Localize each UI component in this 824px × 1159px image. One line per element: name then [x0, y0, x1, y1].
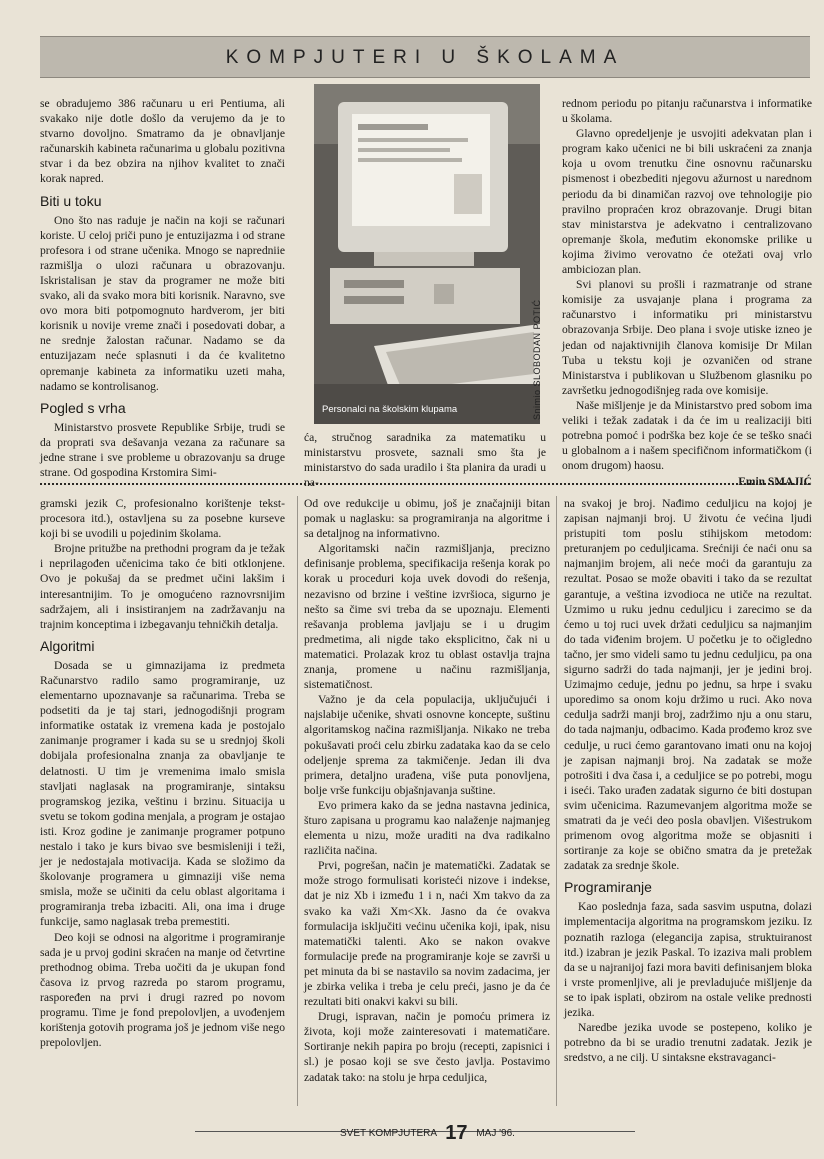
computer-illustration: [314, 84, 540, 424]
paragraph: ća, stručnog saradnika za matematiku u ministarstvu prosvete, saznali smo šta je ministarstvo do sada uradilo i šta planira da uradi u na-: [304, 431, 546, 490]
bottom-left-column: [40, 496, 285, 1050]
paragraph: Kao poslednja faza, sada sasvim usputna, dolazi implementacija algoritma na programskom jeziku. Iz poznatih razloga (elegancija zapisa, struktuiranost itd.) izabran je jezik Paskal. To izaziva mali problem da se u najranijoj fazi mora baviti definisanjem bloka i vrste promenljive, ali je prevladujuće mišljenje da se to ipak isplati, obzirom na ostale velike prednosti jezika.: [564, 900, 812, 1019]
section-header: [40, 36, 810, 78]
bottom-right-column: [564, 496, 812, 1065]
paragraph: Važno je da cela populacija, uključujući i najslabije učenike, shvati osnovne koncepte, suštinu algoritamskog načina razmišljanja. Nikako ne treba pokušavati proći celu zbirku zadataka kao da se celo odeljenje sprema za takmičenje. Jedan ili dva primera, detaljno urađena, više puta ponovljena, bolje vrše funkciju objašnjavanja suštine.: [304, 693, 550, 797]
section-title: KOMPJUTERI U ŠKOLAMA: [225, 47, 625, 68]
author-signature: Emin SMAJIĆ: [738, 476, 812, 489]
paragraph: Drugi, ispravan, način je pomoću primera iz života, koji može zainteresovati i matematičare. Sortiranje nekih papira po broju (recepti, zapisnici i sl.) je posao koji se sve često javlja. Postavimo zadatak tako: na stolu je hrpa cedulјica,: [304, 1010, 550, 1084]
subheading-pogled-s-vrha: Pogled s vrha: [40, 399, 126, 416]
page-number: 17: [445, 1122, 468, 1144]
issue-date: MAJ '96.: [476, 1128, 515, 1139]
paragraph: Algoritamski način razmišljanja, precizno definisanje problema, specifikacija rešenja korak po korak u proceduri koja uvek dovodi do rešenja, nezavisno od brzine i veštine izvršioca, sigurno je nešto sa čime svi treba da se upoznaju. Elementi rešavanja problema javljaju se i u drugim predmetima, ali nigde tako eksplicitno, čak ni u matematici. Prolazak kroz tu oblast ostavlja trajna znanja, promene u načinu razmišljanja, sistematičnost.: [304, 542, 550, 692]
top-left-column: [40, 96, 285, 480]
top-right-column: [562, 96, 812, 490]
paragraph: Ministarstvo prosvete Republike Srbije, trudi se da proprati sva dešavanja vezana za računare sa jedne strane i sve probleme u obrazovanju sa druge strane. Od gospodina Krstomira Simi-: [40, 420, 285, 479]
column-rule: [297, 496, 298, 1106]
bottom-middle-column: [304, 496, 550, 1085]
photo-caption: Personalci na školskim klupama: [322, 404, 458, 415]
paragraph: Prvi, pogrešan, način je matematički. Zadatak se može strogo formulisati koristeći nizove i indekse, dat je niz Xb i između 1 i n, naći Xm takvo da za svako ka važi Xm<Xk. Jasno da će ovakva formulacija isključiti većinu učenika koji, ipak, nisu matematički talenti. Ako se nakon ovakve formulacije pređe na programiranje koje se završi u pet minuta da bi se nastavilo sa novim zadacima, jer je zbirka velika i treba je celu preći, jasno je da će rezultati biti onakvi kakvi su bili.: [304, 859, 550, 1009]
paragraph: Naše mišljenje je da Ministarstvo pred sobom ima veliki i težak zadatak i da će im u realizaciji biti potrebna pomoć i podrška bez koje će se teško snaći u globalnom a i našem specifičnom informatičkom (i onom drugom) haosu.: [562, 398, 812, 473]
paragraph: Glavno opredeljenje je usvojiti adekvatan plan i program kako učenici ne bi bili uskraćeni za znanja koja u ovom trenutku čine osnovnu računarsku pismenost i obezbediti njegovu ažurnost u narednom periodu da bi dinamičan razvoj ove tehnologije pio pravilno propraćen kroz obrazovanje. Drugi bitan stav ministarstva je adekvatno i centralizovano opremanje škola, međutim ekonomske prilike u kojima živimo verovatno će otežati ovaj vrlo ambiciozan plan.: [562, 127, 812, 277]
paragraph: Brojne pritužbe na prethodni program da je težak i neprilagođen učenicima tako će biti otklonjene. Ovo je pokušaj da se predmet učini lakšim i interesantnijim. To je omogućeno raznovrsnijim sadržajem, ali i insistiranjem na zadržavanju na trajnim konceptima i izbegavanju tehničkih detalja.: [40, 542, 285, 631]
page-footer: [340, 1122, 515, 1145]
paragraph: rednom periodu po pitanju računarstva i informatike u školama.: [562, 97, 812, 126]
photo-computer: [314, 84, 540, 424]
paragraph: Deo koji se odnosi na algoritme i programiranje sada je u prvoj godini skraćen na manje od četvrtine prethodnog obima. Treba uočiti da je ukupan fond časova iz prvog razreda po starom programu, raspoređen na prvi i drugi razred po novom programu. Time je fond prepolovljen, a uvođenjem korištenja gotovih programa još je jednom više nego prepolovljen.: [40, 930, 285, 1050]
paragraph: na svakoj je broj. Nađimo ceduljicu na kojoj je zapisan najmanji broj. U životu će većina ljudi pristupiti tom poslu stihijskom metodom: preturanjem po ceduljicama. Srećniji će naći onu sa najmanjim brojem, ali neće moći da garantuju za rezultat. Posao se može obaviti i tako da se rezultat garantuje, a veština izvodioca ne utiče na rezultat. Uzmimo u ruku jednu ceduljicu i zarecimo se da ćemo u toj ruci uvek držati ceduljicu sa najmanjim do tada viđenim brojem. U početku je to očigledno tačno, jer smo videli samo tu jednu ceduljicu, pa ona sigurno sadrži do tada najmanji, jer je jedini broj. Uzimajmo ceduje, jednu po jednu, sa hrpe i svaku uporedimo sa onom koju držimo u ruci. Ako nova cedulja sadrži manji broj, zadržimo nju a onu staru, do tada najmanju, odbacimo. Kada prođemo kroz sve cedulje, u ruci ćemo garantovano imati onu na kojoj je zapisan najmanji broj. Na zadatak se može potrošiti i dva časa i, a ceduljice se po potrebi, mogu i iseći. Tako urađen zadatak sigurno će biti dostupan svim učenicima. Razumevanjem algoritma može se smatrati da je veći deo posla obavljen. Višestrukom primenom ovog algoritma može se objasniti i sortiranje za koje se obično smatra da je pretežak zadatak za srednje škole.: [564, 497, 812, 873]
subheading-programiranje: Programiranje: [564, 879, 652, 896]
subheading-biti-u-toku: Biti u toku: [40, 192, 102, 209]
paragraph: Dosada se u gimnazijama iz predmeta Računarstvo radilo samo programiranje, uz elementarno upoznavanje sa računarima. Treba se podsetiti da je taj stari, jednogodišnji program informatike ostatak iz vremena kada je postojalo zanimanje programer i kada su se u srednjoj školi dobijala profesionalna znanja za obavljanje te delatnosti. U tim je vremenima imalo smisla stavljati naglasak na programiranje, sintaksu programskog jezika, veštinu i brzinu. Situacija u svetu se tokom godina menjala, a program je ostajao isti. Kroz godine je zanimanje programer potpuno nestalo i tako je kurs bivao sve besmisleniji i teži, jer je nedostajala motivacija. Kada se složimo da školovanje programera u gimnaziji više nema smisla, može se učiniti da celu oblast algoritama i programiranja treba izbaciti. Ali, ona ima i druge funkcije, samo naglasak treba premestiti.: [40, 658, 285, 929]
dotted-separator: [40, 483, 810, 485]
paragraph: Svi planovi su prošli i razmatranje od strane komisije za usvajanje plana i programa za računarstvo i informatiku pri ministarstvu obrazovanja Srbije. Deo plana i svoje utiske izneo je jedan od najaktivnijih članova komisije Dr Milan Tuba u tekstu koji je ozvaničen od strane Ministarstva i publikovan u Službenom glasniku po završetku jednogodišnjeg rada ove komisije.: [562, 278, 812, 397]
paragraph: gramski jezik C, profesionalno korištenje tekst-procesora itd.), ostavljena su za posebne kurseve koji bi se uvodili u pojedinim školama.: [40, 497, 285, 541]
column-rule: [556, 496, 557, 1106]
paragraph: Ono što nas raduje je način na koji se računari koriste. U celoj priči puno je entuzijazma i od strane profesora i od strane učenika. Mnogo se napredniie razmišlja o ulozi računara u obrazovanju. Iskristalisan je stav da programer ne može biti svako, ali da svako mora biti korisnik. Naravno, sve ovo mora biti potpomognuto hardverom, jer biti korisnik u novije vreme znači i posedovati dobar, a ne srednje žalostan računar. Nadamo se da entuzijazam neće splasnuti i da će kvalitetno opremanje kabineta za informatiku uzeti maha, nadamo se kontrolisanog.: [40, 213, 285, 393]
top-middle-column: [304, 430, 546, 490]
subheading-algoritmi: Algoritmi: [40, 637, 95, 654]
magazine-name: SVET KOMPJUTERA: [340, 1128, 437, 1139]
photo-credit: Snimio SLOBODAN POTIĆ: [532, 299, 542, 420]
paragraph: Evo primera kako da se jedna nastavna jedinica, šturo zapisana u programu kao nalaženje najmanjeg elementa u nizu, može uraditi na dva radikalno različita načina.: [304, 798, 550, 858]
paragraph: Naredbe jezika uvode se postepeno, koliko je potrebno da bi se uradio trenutni zadatak. Jezik je sredstvo, a ne cilj. U sintaksne ekstravaganci-: [564, 1021, 812, 1065]
paragraph: se obradujemo 386 računaru u eri Pentiuma, ali svakako nije dotle došlo da verujemo da je to stvarno dovoljno. Smatramo da je obnavljanje računarskih kabineta računarima u globalu pozitivna stvar i da bez obzira na njihov kvalitet to znači korak napred.: [40, 97, 285, 186]
paragraph: Od ove redukcije u obimu, još je značajniji bitan pomak u naglasku: sa programiranja na algoritme i sa detaljnog na informativno.: [304, 497, 550, 541]
